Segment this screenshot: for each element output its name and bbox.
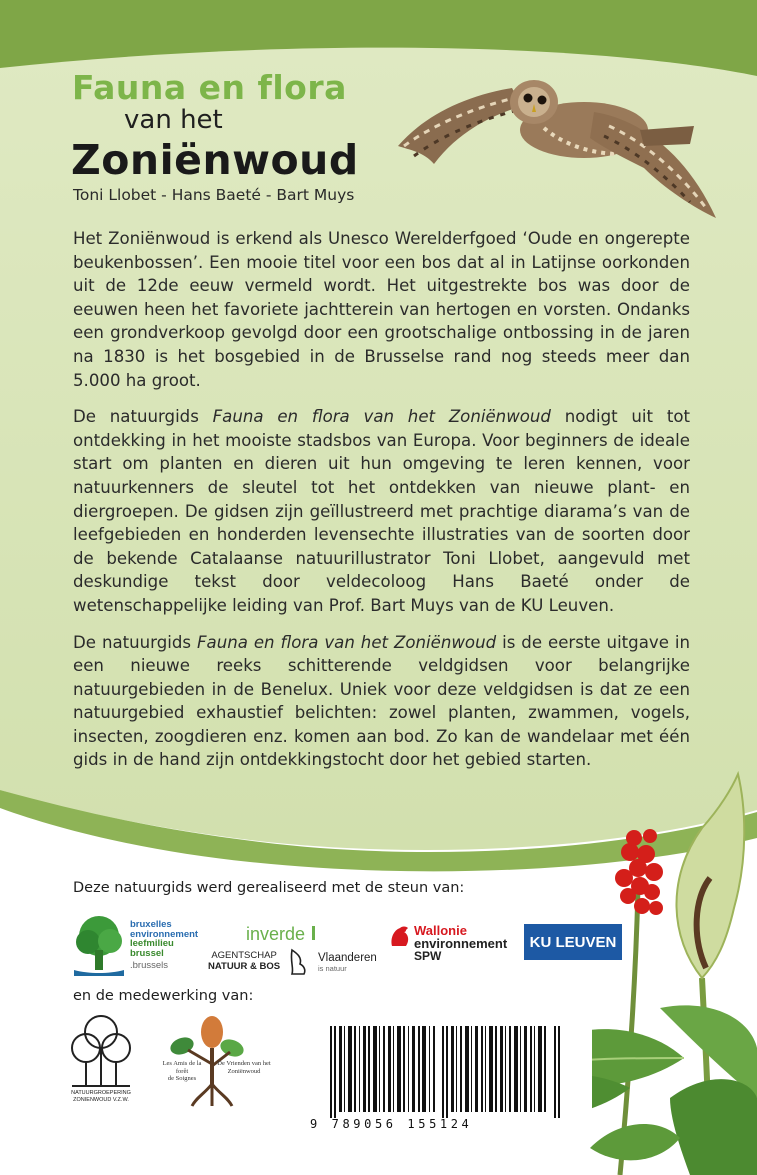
vlaanderen-sub: is natuur bbox=[318, 964, 347, 973]
ku-leuven-logo: KU LEUVEN bbox=[524, 924, 622, 960]
support-label: Deze natuurgids werd gerealiseerd met de steun van: bbox=[73, 880, 465, 896]
bruxelles-line-5: .brussels bbox=[130, 960, 169, 971]
berry-cluster bbox=[615, 829, 663, 915]
authors: Toni Llobet - Hans Baeté - Bart Muys bbox=[73, 186, 355, 204]
p3-book-title: Fauna en flora van het Zoniënwoud bbox=[196, 632, 497, 652]
bruxelles-line-3: leefmilieu bbox=[130, 938, 174, 949]
title-line-2: van het bbox=[124, 105, 223, 135]
bruxelles-line-2: environnement bbox=[130, 928, 199, 940]
owl-illustration bbox=[394, 68, 724, 228]
wallonie-text: Wallonie bbox=[414, 923, 467, 938]
natuurgroepering-zonienwoud-logo bbox=[70, 1014, 132, 1106]
title-line-1: Fauna en flora bbox=[72, 68, 347, 107]
amis-right-line-2: Zoniënwoud bbox=[227, 1067, 261, 1075]
agentschap-line-1: AGENTSCHAP bbox=[211, 950, 277, 961]
natuurgroepering-line-2: ZONIENWOUD V.Z.W. bbox=[73, 1096, 129, 1103]
blurb-paragraph-3 bbox=[73, 631, 690, 773]
wallonie-environnement-logo bbox=[388, 923, 508, 963]
p2-text-end: nodigt uit tot ontdekking in het mooiste stadsbos van Europa. Voor beginners de ideale start om planten en dieren uit hun omgeving te leren kennen, voor natuurkenners de sleutel tot het ontdekken van nieuwe plant- en diergroepen. De gidsen zijn geïllustreerd met prachtige diarama’s van de leefgebieden en honderden levensechte illustraties van de soorten door de bekende Catalaanse natuurillustrator Toni Llobet, aangevuld met deskundige tekst door veldecoloog Hans Baeté onder de wetenschappelijke leiding van Prof. Bart Muys van de KU Leuven. bbox=[73, 407, 690, 615]
p3-text-start: De natuurgids bbox=[73, 632, 197, 652]
agentschap-line-2: NATUUR & BOS bbox=[208, 961, 281, 972]
barcode-bars bbox=[330, 1026, 570, 1118]
wallonie-env: environnement bbox=[414, 936, 508, 951]
lion-icon bbox=[288, 948, 310, 976]
agentschap-natuur-bos-logo bbox=[208, 950, 280, 972]
vlaanderen-logo bbox=[288, 948, 377, 980]
bruxelles-line-1: bruxelles bbox=[130, 919, 172, 930]
inverde-logo bbox=[246, 924, 315, 945]
p3-text-end: is de eerste uitgave in een nieuwe reeks schitterende veldgidsen voor belangrijke natuurgebieden in de Benelux. Uniek voor deze veldgidsen is dat ze een natuurgebied exhaustief belichten: zowel planten, zwammen, vogels, insecten, zoogdieren enz. komen aan bod. Zo kan de wandelaar met één gids in de hand zijn ontdekkingstocht door het gebied starten. bbox=[73, 632, 690, 770]
inverde-mark-icon bbox=[312, 926, 315, 940]
tree-icon bbox=[74, 914, 124, 976]
wallonie-spw: SPW bbox=[414, 949, 442, 963]
natuurgroepering-line-1: NATUURGROEPERING bbox=[71, 1090, 131, 1096]
cooperation-label: en de medewerking van: bbox=[73, 988, 254, 1004]
vlaanderen-text: Vlaanderen bbox=[318, 952, 377, 964]
blurb-paragraph-1: Het Zoniënwoud is erkend als Unesco Werelderfgoed ‘Oude en ongerepte beukenbossen’. Een mooie titel voor een bos dat al in Latijnse oorkonden uit de 12de eeuw vermeld wordt. Het uitgestrekte bos was door de eeuwen heen het favoriete jachtterein van hertogen en vorsten. Ondanks een grondverkoop gevolgd door een grootschalige ontbossing in de jaren na 1830 is het bosgebied in de Brusselse rand nog steeds meer dan 5.000 ha groot. bbox=[73, 229, 690, 390]
blurb-paragraph-2 bbox=[73, 405, 690, 617]
title-line-3: Zoniënwoud bbox=[71, 136, 359, 184]
amis-left-line-2: de Soignes bbox=[167, 1075, 197, 1082]
amis-foret-soignes-logo bbox=[164, 1014, 280, 1110]
barcode-number: 9 789056 155124 bbox=[310, 1117, 473, 1131]
inverde-text: inverde bbox=[246, 924, 306, 944]
rooster-icon bbox=[388, 924, 412, 950]
p2-book-title: Fauna en flora van het Zoniënwoud bbox=[212, 407, 551, 427]
trees-icon bbox=[70, 1014, 132, 1088]
bruxelles-environnement-logo bbox=[74, 914, 204, 976]
amis-left-line-1: Les Amis de la forêt bbox=[162, 1060, 202, 1075]
p2-text-start: De natuurgids bbox=[73, 407, 213, 427]
amis-right-line-1: De Vrienden van het bbox=[217, 1060, 271, 1067]
blurb bbox=[73, 227, 690, 785]
bruxelles-line-4: brussel bbox=[130, 947, 164, 959]
